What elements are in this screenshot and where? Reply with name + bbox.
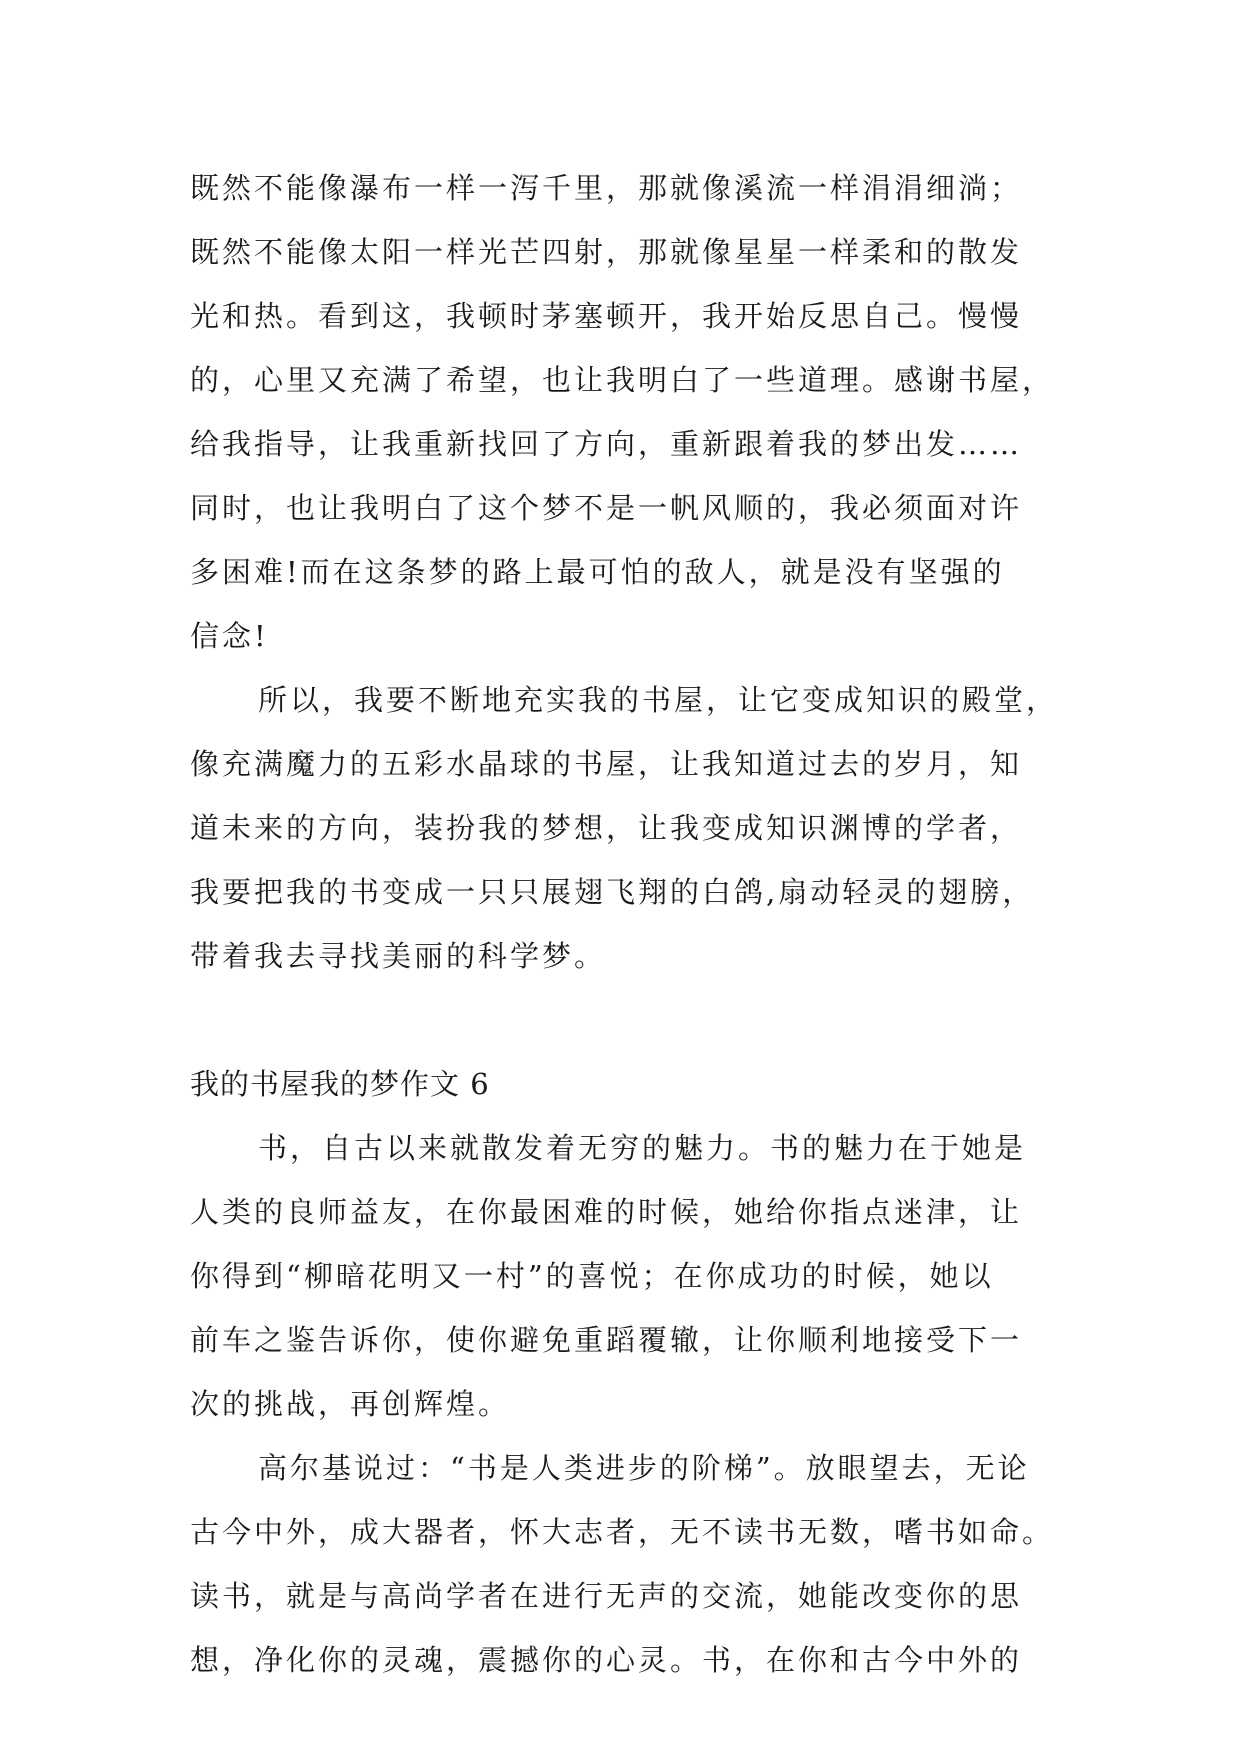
body-line: 信念! — [190, 619, 269, 653]
body-line: 前车之鉴告诉你，使你避免重蹈覆辙，让你顺利地接受下一 — [190, 1323, 1023, 1357]
body-line: 同时，也让我明白了这个梦不是一帆风顺的，我必须面对许 — [190, 491, 1023, 525]
paragraph-start-line: 书，自古以来就散发着无穷的魅力。书的魅力在于她是 — [258, 1131, 1027, 1165]
body-line: 光和热。看到这，我顿时茅塞顿开，我开始反思自己。慢慢 — [190, 299, 1023, 333]
body-line: 次的挑战，再创辉煌。 — [190, 1387, 511, 1421]
body-line: 多困难!而在这条梦的路上最可怕的敌人，就是没有坚强的 — [190, 555, 1005, 589]
body-line: 带着我去寻找美丽的科学梦。 — [190, 939, 607, 973]
body-line: 古今中外，成大器者，怀大志者，无不读书无数，嗜书如命。 — [190, 1515, 1055, 1549]
body-line: 道未来的方向，装扮我的梦想，让我变成知识渊博的学者， — [190, 811, 1023, 845]
paragraph-start-line: 所以，我要不断地充实我的书屋，让它变成知识的殿堂， — [258, 683, 1059, 717]
body-line: 读书，就是与高尚学者在进行无声的交流，她能改变你的思 — [190, 1579, 1023, 1613]
body-line: 的，心里又充满了希望，也让我明白了一些道理。感谢书屋， — [190, 363, 1055, 397]
body-line: 给我指导，让我重新找回了方向，重新跟着我的梦出发…… — [190, 427, 1023, 461]
body-line: 你得到“柳暗花明又一村”的喜悦；在你成功的时候，她以 — [190, 1259, 994, 1293]
section-heading: 我的书屋我的梦作文 6 — [190, 1067, 490, 1101]
body-line: 既然不能像瀑布一样一泻千里，那就像溪流一样涓涓细淌； — [190, 171, 1023, 205]
paragraph-start-line: 高尔基说过：“书是人类进步的阶梯”。放眼望去，无论 — [258, 1451, 1030, 1485]
body-line: 像充满魔力的五彩水晶球的书屋，让我知道过去的岁月，知 — [190, 747, 1023, 781]
body-line: 既然不能像太阳一样光芒四射，那就像星星一样柔和的散发 — [190, 235, 1023, 269]
body-line: 人类的良师益友，在你最困难的时候，她给你指点迷津，让 — [190, 1195, 1023, 1229]
body-line: 我要把我的书变成一只只展翅飞翔的白鸽,扇动轻灵的翅膀， — [190, 875, 1035, 909]
body-line: 想，净化你的灵魂，震撼你的心灵。书，在你和古今中外的 — [190, 1643, 1023, 1677]
